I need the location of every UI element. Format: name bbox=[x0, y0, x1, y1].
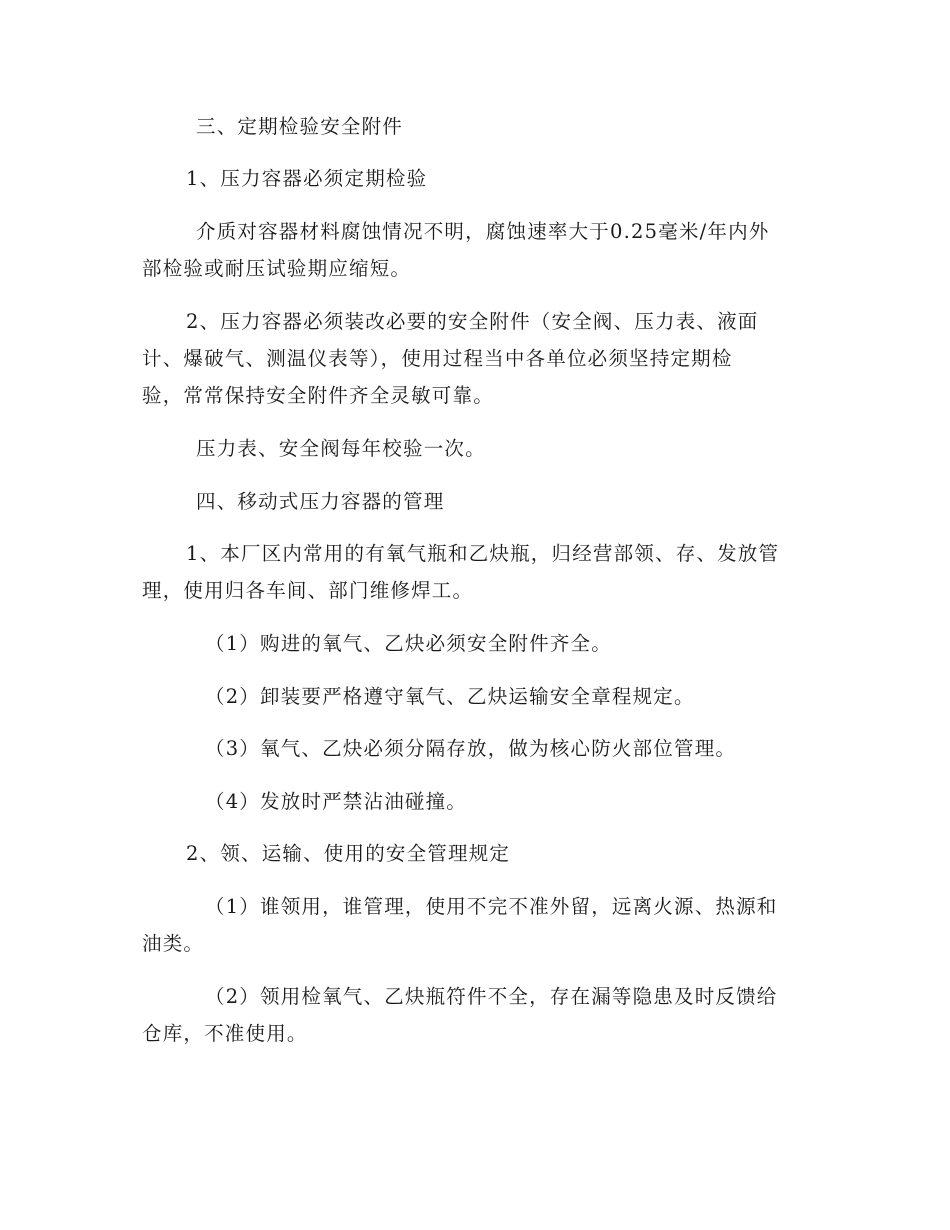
list-item: （1）谁领用，谁管理，使用不完不准外留，远离火源、热源和 bbox=[205, 895, 778, 918]
paragraph-line: 理，使用归各车间、部门维修焊工。 bbox=[142, 579, 474, 602]
list-item: （3）氧气、乙炔必须分隔存放，做为核心防火部位管理。 bbox=[205, 737, 737, 760]
item-heading: 2、领、运输、使用的安全管理规定 bbox=[186, 842, 511, 865]
section-heading-3: 三、定期检验安全附件 bbox=[196, 115, 404, 138]
paragraph-line: 介质对容器材料腐蚀情况不明，腐蚀速率大于0.25毫米/年内外 bbox=[196, 220, 770, 243]
section-heading-4: 四、移动式压力容器的管理 bbox=[196, 490, 445, 513]
list-item: （2）领用检氧气、乙炔瓶符件不全，存在漏等隐患及时反馈给 bbox=[205, 985, 778, 1008]
item-heading: 1、压力容器必须定期检验 bbox=[186, 167, 428, 190]
paragraph-line: 验，常常保持安全附件齐全灵敏可靠。 bbox=[142, 384, 494, 407]
paragraph-line: 压力表、安全阀每年校验一次。 bbox=[196, 437, 486, 460]
list-item: （4）发放时严禁沾油碰撞。 bbox=[205, 790, 468, 813]
list-item-continuation: 仓库，不准使用。 bbox=[142, 1022, 308, 1045]
list-item: （2）卸装要严格遵守氧气、乙炔运输安全章程规定。 bbox=[205, 685, 695, 708]
paragraph-line: 计、爆破气、测温仪表等），使用过程当中各单位必须坚持定期检 bbox=[142, 347, 733, 370]
paragraph-line: 2、压力容器必须装改必要的安全附件（安全阀、压力表、液面 bbox=[186, 310, 759, 333]
list-item-continuation: 油类。 bbox=[142, 932, 205, 955]
list-item: （1）购进的氧气、乙炔必须安全附件齐全。 bbox=[205, 632, 612, 655]
paragraph-line: 部检验或耐压试验期应缩短。 bbox=[142, 257, 412, 280]
paragraph-line: 1、本厂区内常用的有氧气瓶和乙炔瓶，归经营部领、存、发放管 bbox=[186, 542, 780, 565]
